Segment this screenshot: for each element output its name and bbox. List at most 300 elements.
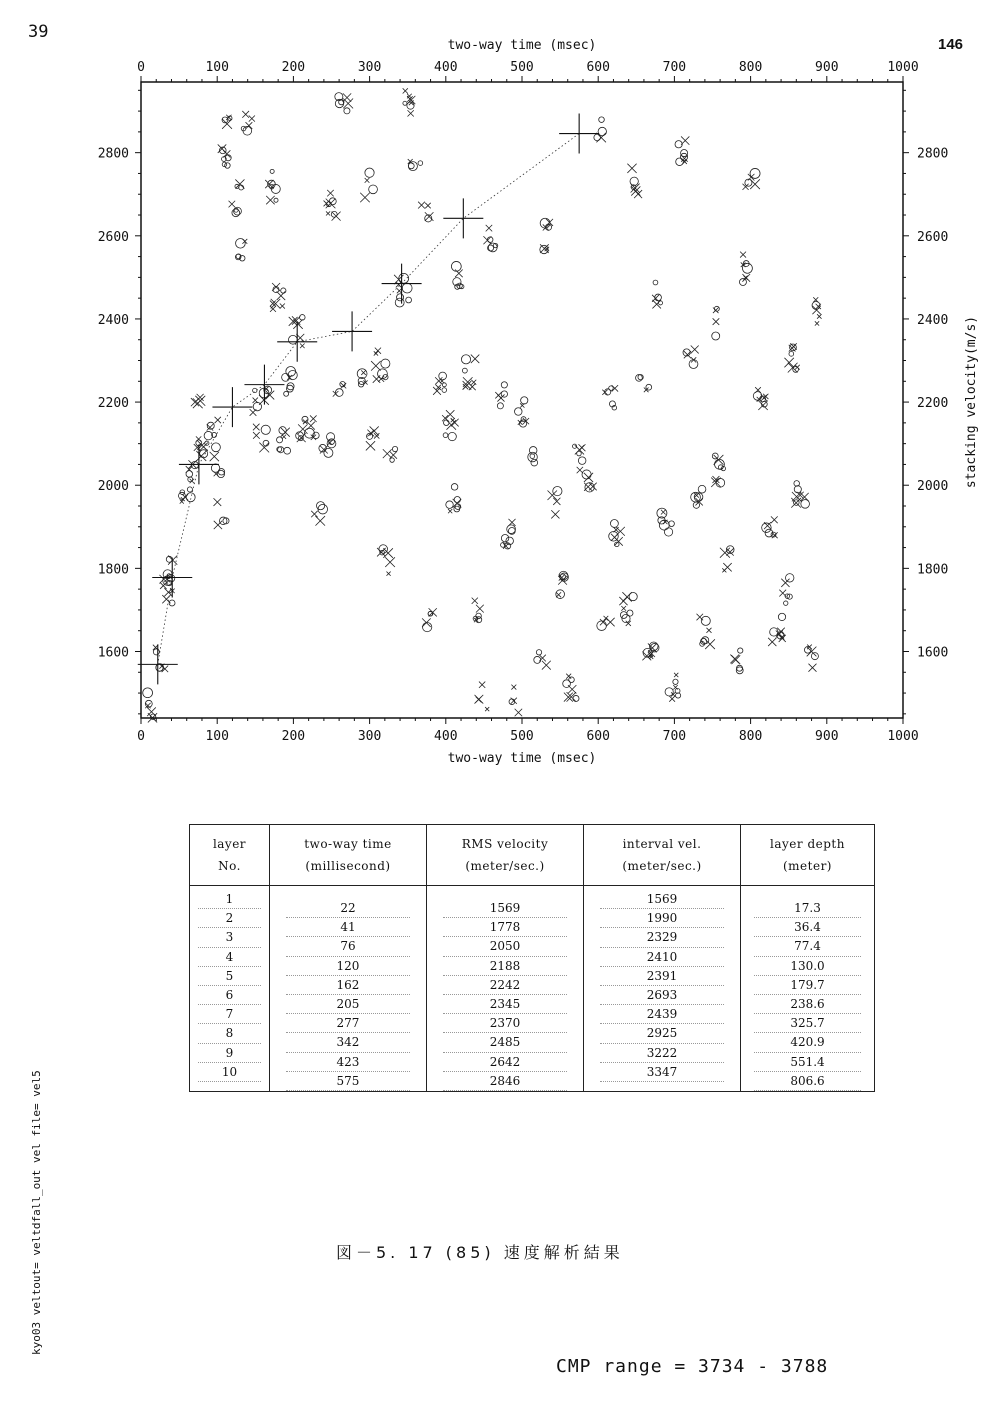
scatter-point-circle: [659, 301, 663, 305]
scatter-point-circle: [712, 332, 720, 340]
col-rms-velocity: [427, 886, 584, 1092]
scatter-point-cross: [448, 509, 452, 513]
y-tick-label-right: 2800: [917, 146, 949, 162]
y-tick-label-right: 2000: [917, 479, 949, 495]
scatter-point-circle: [390, 458, 395, 463]
scatter-point-circle: [225, 163, 230, 168]
table-cell: 2410: [600, 948, 725, 967]
scatter-point-cross: [779, 590, 786, 597]
table-cell: 36.4: [754, 918, 860, 937]
figure-caption: 図－5. 17 (85) 速度解析結果: [336, 1243, 624, 1262]
scatter-point-cross: [463, 377, 473, 387]
y-tick-label-right: 2200: [917, 396, 949, 412]
scatter-point-cross: [265, 391, 274, 400]
scatter-point-cross: [289, 317, 298, 326]
x-tick-label-top: 400: [434, 60, 458, 75]
scatter-point-circle: [610, 520, 618, 528]
scatter-point-circle: [403, 101, 407, 105]
table-cell: 423: [286, 1053, 411, 1072]
scatter-point-circle: [324, 448, 333, 457]
scatter-point-cross: [584, 473, 593, 482]
table-cell: 551.4: [754, 1053, 860, 1072]
scatter-point-circle: [627, 610, 633, 616]
scatter-point-cross: [511, 685, 516, 690]
scatter-point-cross: [425, 203, 430, 208]
scatter-point-circle: [501, 382, 507, 388]
scatter-point-cross: [479, 682, 485, 688]
table-cell: 2370: [443, 1014, 568, 1033]
scatter-point-cross: [253, 432, 260, 439]
scatter-point-circle: [701, 616, 710, 625]
table-cell: 10: [198, 1063, 261, 1082]
table-cell: 2050: [443, 937, 568, 956]
scatter-point-circle: [446, 501, 453, 508]
velocity-pick-marker: [277, 322, 317, 362]
table-cell: 2188: [443, 957, 568, 976]
x-tick-label-top: 0: [137, 60, 145, 75]
table-cell: 5: [198, 967, 261, 986]
y-axis-right: [903, 90, 948, 714]
y-tick-label-left: 2600: [97, 229, 129, 245]
scatter-point-cross: [497, 394, 504, 401]
col-two-way-time: [270, 886, 427, 1092]
scatter-point-circle: [739, 279, 746, 286]
col-interval-vel: [584, 886, 741, 1092]
scatter-point-circle: [573, 695, 579, 701]
scatter-point-cross: [190, 479, 194, 483]
col-layer-no: [190, 886, 270, 1092]
scatter-point-circle: [443, 433, 448, 438]
scatter-point-cross: [553, 498, 560, 505]
table-cell: 1: [198, 890, 261, 909]
scatter-point-circle: [277, 437, 283, 443]
table-body-row: [190, 886, 875, 1092]
scatter-point-cross: [280, 304, 285, 309]
y-tick-label-left: 1800: [97, 562, 129, 578]
scatter-point-cross: [191, 398, 199, 406]
x-tick-label-bottom: 0: [137, 729, 145, 744]
scatter-point-cross: [386, 572, 390, 576]
scatter-point-cross: [246, 122, 253, 129]
scatter-point-cross: [446, 410, 454, 418]
scatter-point-cross: [425, 212, 434, 221]
table-cell: 7: [198, 1005, 261, 1024]
scatter-point-cross: [310, 415, 317, 422]
scatter-point-cross: [253, 424, 260, 431]
table-cell: 3: [198, 928, 261, 947]
x-axis-label-top: two-way time (msec): [447, 38, 597, 53]
scatter-point-cross: [293, 319, 302, 328]
scatter-point-circle: [281, 288, 286, 293]
scatter-point-cross: [259, 443, 269, 453]
scatter-point-cross: [577, 467, 583, 473]
table-cell: 1990: [600, 909, 725, 928]
scatter-point-cross: [788, 363, 798, 373]
scatter-point-cross: [218, 144, 227, 153]
scatter-point-cross: [196, 451, 206, 461]
table-cell: 238.6: [754, 995, 860, 1014]
scatter-point-circle: [392, 446, 397, 451]
y-axis-label: stacking velocity(m/s): [964, 315, 979, 489]
scatter-point-cross: [403, 88, 408, 93]
x-tick-label-top: 300: [357, 60, 382, 75]
table-cell: 3222: [600, 1044, 725, 1063]
scatter-point-circle: [153, 649, 159, 655]
scatter-point-circle: [288, 370, 297, 379]
table-cell: 2329: [600, 928, 725, 947]
cmp-range: CMP range = 3734 - 3788: [556, 1356, 829, 1377]
scatter-point-circle: [664, 528, 672, 536]
scatter-point-cross: [471, 355, 479, 363]
scatter-point-circle: [143, 688, 153, 698]
scatter-point-circle: [284, 391, 289, 396]
scatter-point-circle: [289, 335, 298, 344]
scatter-point-cross: [674, 673, 678, 677]
y-tick-label-right: 1800: [917, 562, 949, 578]
scatter-point-circle: [279, 427, 286, 434]
scatter-point-cross: [485, 707, 489, 711]
scatter-point-circle: [676, 158, 684, 166]
scatter-point-cross: [375, 348, 381, 354]
scatter-point-cross: [367, 430, 374, 437]
scatter-point-circle: [444, 420, 450, 426]
scatter-point-cross: [713, 308, 719, 314]
scatter-point-circle: [451, 261, 461, 271]
y-tick-label-left: 2400: [97, 312, 129, 328]
scatter-point-cross: [374, 351, 378, 355]
scatter-point-circle: [693, 502, 699, 508]
scatter-point-circle: [286, 367, 296, 377]
scatter-point-circle: [507, 525, 516, 534]
scatter-point-cross: [383, 449, 392, 458]
scatter-point-circle: [629, 592, 637, 600]
scatter-point-circle: [418, 161, 423, 166]
scatter-point-circle: [397, 294, 404, 301]
scatter-point-cross: [755, 387, 761, 393]
scatter-point-circle: [594, 134, 601, 141]
scatter-point-cross: [706, 628, 711, 633]
scatter-point-cross: [266, 196, 274, 204]
table-cell: 2345: [443, 995, 568, 1014]
y-tick-label-left: 2200: [97, 396, 129, 412]
table-cell: 2485: [443, 1033, 568, 1052]
scatter-point-cross: [471, 380, 476, 385]
scatter-point-circle: [585, 483, 594, 492]
page-number-left: 39: [28, 22, 49, 42]
scatter-point-circle: [406, 297, 412, 303]
x-tick-label-top: 200: [281, 60, 306, 75]
scatter-point-circle: [689, 360, 698, 369]
scatter-point-cross: [705, 639, 715, 649]
table-cell: 2: [198, 909, 261, 928]
scatter-point-cross: [740, 252, 746, 258]
scatter-point-cross: [611, 534, 618, 541]
scatter-point-circle: [794, 481, 800, 487]
table-cell: 130.0: [754, 957, 860, 976]
scatter-point-circle: [569, 677, 575, 683]
scatter-point-cross: [730, 655, 739, 664]
x-tick-label-top: 600: [586, 60, 610, 75]
scatter-point-cross: [385, 557, 395, 567]
scatter-point-cross: [315, 516, 325, 526]
scatter-point-circle: [509, 699, 515, 705]
scatter-point-circle: [439, 372, 447, 380]
scatter-point-cross: [604, 616, 609, 621]
scatter-point-circle: [716, 478, 725, 487]
y-tick-label-left: 2000: [97, 479, 129, 495]
scatter-point-cross: [815, 321, 819, 325]
table-cell: 2846: [443, 1072, 568, 1091]
scatter-point-cross: [215, 417, 221, 423]
scatter-point-cross: [270, 306, 276, 312]
table-cell: 8: [198, 1024, 261, 1043]
scatter-point-cross: [652, 295, 659, 302]
header-rms-velocity: RMS velocity (meter/sec.): [427, 825, 584, 886]
scatter-point-circle: [270, 169, 274, 173]
scatter-point-circle: [655, 294, 662, 301]
scatter-point-cross: [748, 174, 755, 181]
scatter-point-circle: [402, 283, 412, 293]
y-axis-left: [98, 90, 141, 714]
scatter-point-circle: [536, 650, 541, 655]
scatter-point-circle: [599, 117, 605, 123]
table-cell: 2391: [600, 967, 725, 986]
scatter-point-circle: [461, 355, 470, 364]
table-cell: 2242: [443, 976, 568, 995]
table-header-row: [190, 825, 875, 886]
table-cell: 325.7: [754, 1014, 860, 1033]
scatter-point-cross: [613, 527, 618, 532]
scatter-point-circle: [784, 601, 788, 605]
x-tick-label-bottom: 700: [662, 729, 687, 744]
velocity-pick-marker: [244, 365, 284, 405]
x-tick-label-bottom: 500: [510, 729, 534, 744]
x-axis-label-bottom: two-way time (msec): [447, 751, 597, 766]
table-cell: 179.7: [754, 976, 860, 995]
scatter-point-circle: [211, 464, 219, 472]
scatter-point-cross: [311, 511, 317, 517]
scatter-point-circle: [673, 679, 678, 684]
velocity-pick-marker: [443, 198, 483, 238]
scatter-point-cross: [551, 510, 559, 518]
scatter-point-cross: [768, 638, 776, 646]
table-cell: 1569: [600, 890, 725, 909]
table-cell: 277: [286, 1014, 411, 1033]
scatter-point-cross: [242, 111, 249, 118]
scatter-point-cross: [817, 314, 821, 318]
scatter-point-circle: [742, 263, 752, 273]
velocity-pick-marker: [559, 114, 599, 154]
scatter-point-circle: [448, 432, 456, 440]
scatter-point-circle: [365, 168, 374, 177]
scatter-point-circle: [786, 574, 794, 582]
table-cell: 1778: [443, 918, 568, 937]
scatter-point-cross: [669, 696, 675, 702]
scatter-point-circle: [451, 484, 458, 491]
scatter-point-cross: [300, 344, 305, 349]
y-tick-label-right: 2400: [917, 312, 949, 328]
scatter-point-circle: [501, 534, 508, 541]
scatter-point-cross: [327, 190, 334, 197]
scatter-point-cross: [696, 614, 703, 621]
table-cell: 2925: [600, 1024, 725, 1043]
page-number-right: 146: [938, 36, 964, 53]
x-tick-label-top: 500: [510, 60, 534, 75]
scatter-point-circle: [597, 621, 607, 631]
scatter-point-circle: [653, 280, 658, 285]
scatter-point-circle: [665, 688, 673, 696]
scatter-point-circle: [578, 457, 586, 465]
scatter-point-cross: [723, 563, 731, 571]
x-tick-label-top: 1000: [887, 60, 919, 75]
velocity-pick-marker: [138, 644, 178, 684]
scatter-point-circle: [408, 163, 414, 169]
scatter-point-circle: [462, 368, 467, 373]
y-tick-label-left: 2800: [97, 146, 129, 162]
table-cell: 1569: [443, 899, 568, 918]
scatter-point-cross: [292, 316, 300, 324]
scatter-point-circle: [284, 447, 291, 454]
scatter-point-circle: [204, 431, 212, 439]
scatter-point-circle: [698, 485, 706, 493]
scatter-point-circle: [738, 648, 743, 653]
scatter-point-circle: [187, 487, 192, 492]
scatter-point-cross: [520, 403, 524, 407]
scatter-point-cross: [713, 318, 720, 325]
header-two-way-time: two-way time (millisecond): [270, 825, 427, 886]
scatter-point-circle: [476, 613, 482, 619]
scatter-point-circle: [659, 520, 669, 530]
table-cell: 2439: [600, 1005, 725, 1024]
scatter-point-cross: [619, 597, 627, 605]
scatter-point-cross: [472, 598, 478, 604]
header-layer-no: layer No.: [190, 825, 270, 886]
scatter-point-cross: [627, 164, 636, 173]
scatter-point-cross: [397, 288, 402, 293]
layer-results-table: [189, 824, 875, 1092]
scatter-point-circle: [369, 185, 378, 194]
scatter-point-circle: [236, 238, 246, 248]
pick-connector-line: [158, 134, 579, 665]
scatter-point-cross: [371, 361, 381, 371]
scatter-point-cross: [229, 201, 236, 208]
table-cell: 575: [286, 1072, 411, 1091]
x-tick-label-bottom: 600: [586, 729, 610, 744]
x-tick-label-top: 700: [662, 60, 687, 75]
scatter-point-cross: [566, 674, 571, 679]
scatter-point-circle: [534, 656, 541, 663]
table-cell: 3347: [600, 1063, 725, 1082]
y-tick-label-right: 1600: [917, 645, 949, 661]
table-cell: 2693: [600, 986, 725, 1005]
table-cell: 120: [286, 957, 411, 976]
scatter-point-circle: [274, 198, 278, 202]
x-tick-label-top: 800: [738, 60, 763, 75]
scatter-point-cross: [343, 93, 351, 101]
scatter-point-circle: [442, 388, 447, 393]
scatter-point-cross: [408, 110, 414, 116]
x-tick-label-bottom: 900: [815, 729, 839, 744]
x-tick-label-top: 100: [205, 60, 229, 75]
scatter-point-circle: [381, 359, 390, 368]
file-note: kyo03 veltout= veltdfall_out vel file= vel5: [30, 1070, 43, 1355]
table-cell: 205: [286, 995, 411, 1014]
scatter-point-cross: [365, 178, 370, 183]
scatter-point-cross: [784, 358, 793, 367]
scatter-point-cross: [366, 441, 375, 450]
x-axis-bottom: [137, 718, 919, 744]
table-cell: 77.4: [754, 937, 860, 956]
scatter-point-cross: [370, 426, 379, 435]
scatter-point-cross: [781, 579, 789, 587]
scatter-point-cross: [361, 370, 366, 375]
scatter-point-circle: [556, 590, 565, 599]
col-layer-depth: [741, 886, 875, 1092]
x-axis-top: [137, 60, 919, 82]
scatter-point-cross: [326, 211, 330, 215]
scatter-marks: [143, 88, 822, 722]
scatter-point-circle: [778, 613, 785, 620]
scatter-point-cross: [418, 202, 425, 209]
y-tick-label-right: 2600: [917, 229, 949, 245]
table-cell: 162: [286, 976, 411, 995]
y-tick-label-left: 1600: [97, 645, 129, 661]
scatter-point-cross: [214, 498, 222, 506]
scatter-point-circle: [232, 209, 240, 217]
scatter-point-cross: [250, 409, 257, 416]
table-cell: 806.6: [754, 1072, 860, 1091]
table-cell: 342: [286, 1033, 411, 1052]
velocity-pick-marker: [152, 557, 192, 597]
scatter-point-circle: [553, 486, 562, 495]
x-tick-label-top: 900: [815, 60, 839, 75]
scatter-point-cross: [476, 605, 484, 613]
scatter-point-circle: [186, 493, 195, 502]
scatter-point-circle: [794, 486, 801, 493]
scatter-point-cross: [575, 445, 584, 454]
scatter-point-circle: [515, 408, 523, 416]
scatter-point-circle: [497, 403, 503, 409]
scatter-point-circle: [530, 454, 535, 459]
table-cell: 9: [198, 1044, 261, 1063]
header-layer-depth: layer depth (meter): [741, 825, 875, 886]
scatter-point-circle: [344, 108, 350, 114]
scatter-point-cross: [661, 510, 666, 515]
scatter-point-cross: [515, 709, 523, 717]
scatter-point-circle: [521, 397, 528, 404]
x-tick-label-bottom: 800: [738, 729, 763, 744]
scatter-point-cross: [249, 115, 255, 121]
velocity-picks: [138, 114, 599, 685]
scatter-point-cross: [196, 436, 201, 441]
scatter-point-cross: [542, 661, 551, 670]
scatter-point-cross: [606, 618, 615, 627]
scatter-point-circle: [582, 470, 591, 479]
scatter-point-circle: [702, 637, 709, 644]
scatter-point-circle: [261, 425, 270, 434]
scatter-point-cross: [486, 225, 492, 231]
x-tick-label-bottom: 400: [434, 729, 458, 744]
scatter-point-circle: [811, 653, 818, 660]
table-cell: 22: [286, 899, 411, 918]
scatter-point-cross: [684, 351, 691, 358]
scatter-point-cross: [476, 697, 482, 703]
scatter-point-cross: [483, 236, 491, 244]
table-cell: 420.9: [754, 1033, 860, 1052]
scatter-point-circle: [529, 447, 537, 455]
x-tick-label-bottom: 1000: [887, 729, 919, 744]
scatter-point-cross: [808, 664, 816, 672]
